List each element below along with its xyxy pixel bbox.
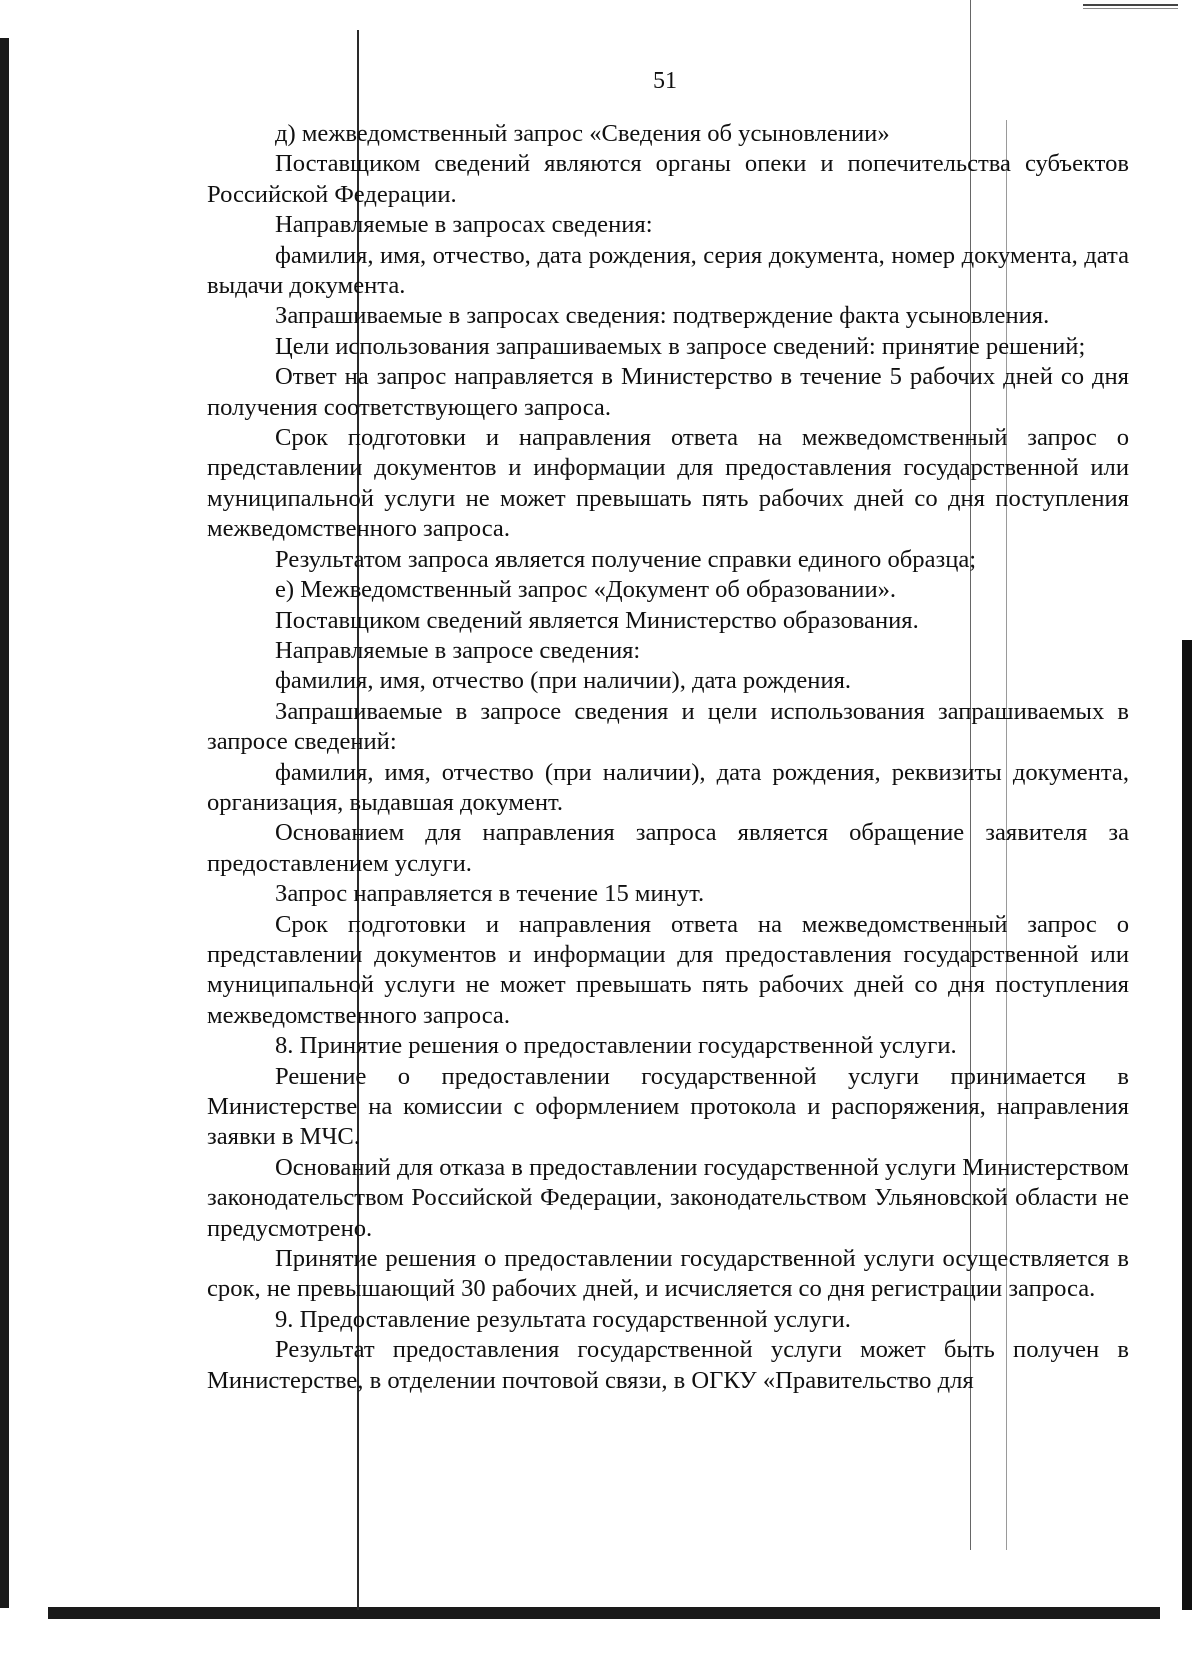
scan-top-mark bbox=[1083, 4, 1178, 6]
section-heading: 8. Принятие решения о предоставлении государственной услуги. bbox=[275, 1032, 957, 1060]
paragraph: Цели использования запрашиваемых в запросе сведений: принятие решений; bbox=[275, 332, 1086, 360]
paragraph: Принятие решения о предоставлении государственной услуги осуществляется в срок, не превышающий 30 рабочих дней, и исчисляется со дня регистрации запроса. bbox=[207, 1245, 1129, 1303]
paragraph: Решение о предоставлении государственной услуги принимается в Министерстве на комиссии с оформлением протокола и распоряжения, направления заявки в МЧС. bbox=[207, 1062, 1129, 1151]
paragraph: Направляемые в запросе сведения: bbox=[275, 636, 641, 664]
paragraph: Результат предоставления государственной услуги может быть получен в Министерстве, в отделении почтовой связи, в ОГКУ «Правительство для bbox=[207, 1336, 1129, 1394]
page-number: 51 bbox=[653, 68, 677, 94]
paragraph: Результатом запроса является получение справки единого образца; bbox=[275, 545, 977, 573]
paragraph: Срок подготовки и направления ответа на межведомственный запрос о представлении документов и информации для предоставления государственной или муниципальной услуги не может превышать пять рабочих дней со дня поступления межведомственного запроса. bbox=[207, 910, 1129, 1029]
paragraph: Ответ на запрос направляется в Министерство в течение 5 рабочих дней со дня получения соответствующего запроса. bbox=[207, 363, 1129, 421]
paragraph: фамилия, имя, отчество (при наличии), дата рождения. bbox=[275, 667, 852, 695]
paragraph: фамилия, имя, отчество, дата рождения, серия документа, номер документа, дата выдачи документа. bbox=[207, 241, 1129, 300]
section-heading: 9. Предоставление результата государственной услуги. bbox=[275, 1305, 851, 1333]
paragraph: Направляемые в запросах сведения: bbox=[275, 211, 653, 239]
paragraph: д) межведомственный запрос «Сведения об усыновлении» bbox=[275, 120, 890, 147]
paragraph: Запрос направляется в течение 15 минут. bbox=[275, 880, 705, 908]
paragraph: Основанием для направления запроса является обращение заявителя за предоставлением услуги. bbox=[207, 819, 1129, 877]
scan-left-edge bbox=[0, 38, 9, 1608]
document-body bbox=[207, 119, 1129, 1396]
paragraph: Поставщиком сведений является Министерство образования. bbox=[275, 606, 919, 634]
paragraph: е) Межведомственный запрос «Документ об образовании». bbox=[275, 576, 897, 604]
paragraph: фамилия, имя, отчество (при наличии), дата рождения, реквизиты документа, организация, выдавшая документ. bbox=[207, 758, 1129, 816]
paragraph: Поставщиком сведений являются органы опеки и попечительства субъектов Российской Федерации. bbox=[207, 150, 1129, 208]
scan-top-mark-thin bbox=[1083, 8, 1178, 9]
paragraph: Оснований для отказа в предоставлении государственной услуги Министерством законодательством Российской Федерации, законодательством Ульяновской области не предусмотрено. bbox=[207, 1153, 1129, 1242]
scan-bottom-edge bbox=[48, 1607, 1160, 1619]
paragraph: Срок подготовки и направления ответа на межведомственный запрос о представлении документов и информации для предоставления государственной или муниципальной услуги не может превышать пять рабочих дней со дня поступления межведомственного запроса. bbox=[207, 424, 1129, 543]
scan-right-edge bbox=[1182, 640, 1192, 1610]
paragraph: Запрашиваемые в запросах сведения: подтверждение факта усыновления. bbox=[275, 302, 1050, 330]
paragraph: Запрашиваемые в запросе сведения и цели использования запрашиваемых в запросе сведений: bbox=[207, 697, 1129, 756]
